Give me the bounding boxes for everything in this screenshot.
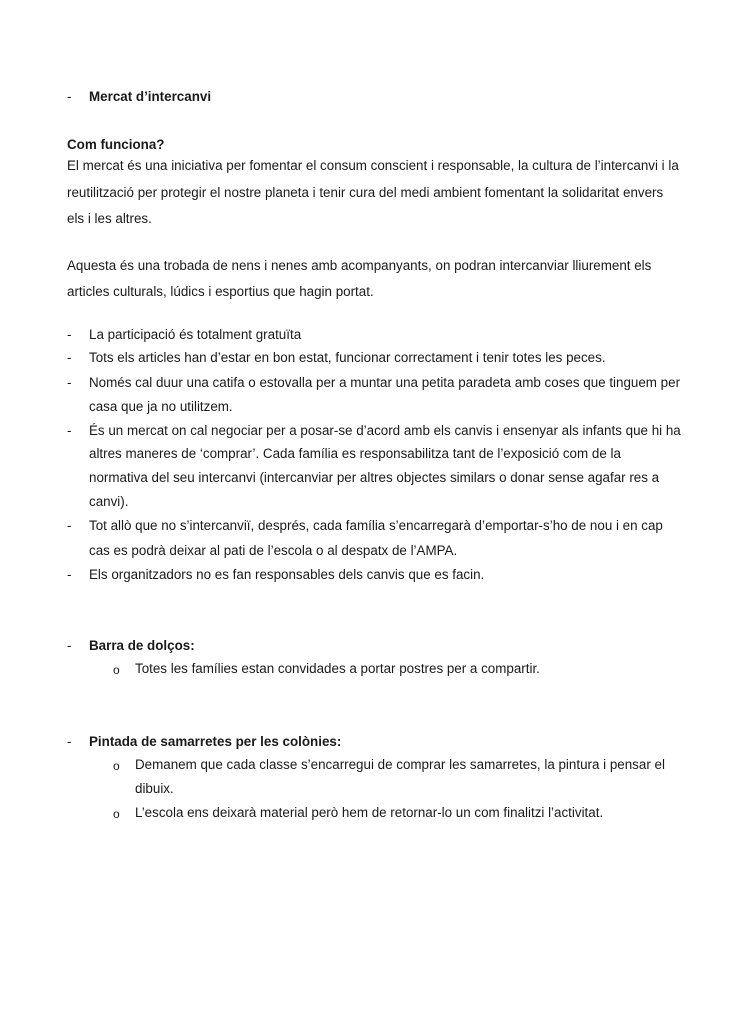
list-dash: - [67, 375, 72, 390]
section-dash: - [67, 89, 72, 104]
intro-line: El mercat és una iniciativa per fomentar el consum conscient i responsable, la cultura de l’intercanvi i la [67, 158, 679, 173]
list-dash: - [67, 423, 72, 438]
tshirts-item-continuation: dibuix. [135, 781, 174, 796]
sub-bullet: o [113, 663, 120, 677]
meeting-line: Aquesta és una trobada de nens i nenes amb acompanyants, on podran intercanviar lliurement els [67, 258, 652, 273]
list-dash: - [67, 518, 72, 533]
how-it-works-heading: Com funciona? [67, 137, 165, 152]
rule-item-continuation: casa que ja no utilitzem. [89, 399, 233, 414]
tshirts-item: L’escola ens deixarà material però hem de retornar-lo un com finalitzi l’activitat. [135, 805, 604, 820]
section-title-market: Mercat d’intercanvi [89, 89, 212, 104]
rule-item: És un mercat on cal negociar per a posar-se d’acord amb els canvis i ensenyar als infants que hi ha [89, 423, 681, 438]
list-dash: - [67, 350, 72, 365]
rule-item-continuation: cas es podrà deixar al pati de l’escola o al despatx de l’AMPA. [89, 543, 458, 558]
rule-item: Els organitzadors no es fan responsables dels canvis que es facin. [89, 567, 485, 582]
sub-bullet: o [113, 759, 120, 773]
section-title-tshirts: Pintada de samarretes per les colònies: [89, 734, 342, 749]
rule-item-continuation: normativa del seu intercanvi (intercanviar per altres objectes similars o donar sense agafar res a [89, 470, 660, 485]
rule-item-continuation: canvi). [89, 494, 129, 509]
intro-line: reutilització per protegir el nostre planeta i tenir cura del medi ambient fomentant la solidaritat envers [67, 185, 664, 200]
sub-bullet: o [113, 807, 120, 821]
rule-item-continuation: altres maneres de ‘comprar’. Cada família es responsabilitza tant de l’exposició com de la [89, 446, 621, 461]
section-dash: - [67, 638, 72, 653]
tshirts-item: Demanem que cada classe s’encarregui de comprar les samarretes, la pintura i pensar el [135, 757, 665, 772]
section-title-sweets: Barra de dolços: [89, 638, 195, 653]
rule-item: Només cal duur una catifa o estovalla per a muntar una petita paradeta amb coses que tinguem per [89, 375, 681, 390]
rule-item: Tots els articles han d’estar en bon estat, funcionar correctament i tenir totes les peces. [89, 350, 606, 365]
intro-line: els i les altres. [67, 211, 152, 226]
rule-item: Tot allò que no s’intercanviï, després, cada família s’encarregarà d’emportar-s’ho de nou i en cap [89, 518, 663, 533]
meeting-line: articles culturals, lúdics i esportius que hagin portat. [67, 284, 374, 299]
sweets-item: Totes les famílies estan convidades a portar postres per a compartir. [135, 661, 540, 676]
rule-item: La participació és totalment gratuïta [89, 327, 302, 342]
section-dash: - [67, 734, 72, 749]
list-dash: - [67, 327, 72, 342]
list-dash: - [67, 567, 72, 582]
